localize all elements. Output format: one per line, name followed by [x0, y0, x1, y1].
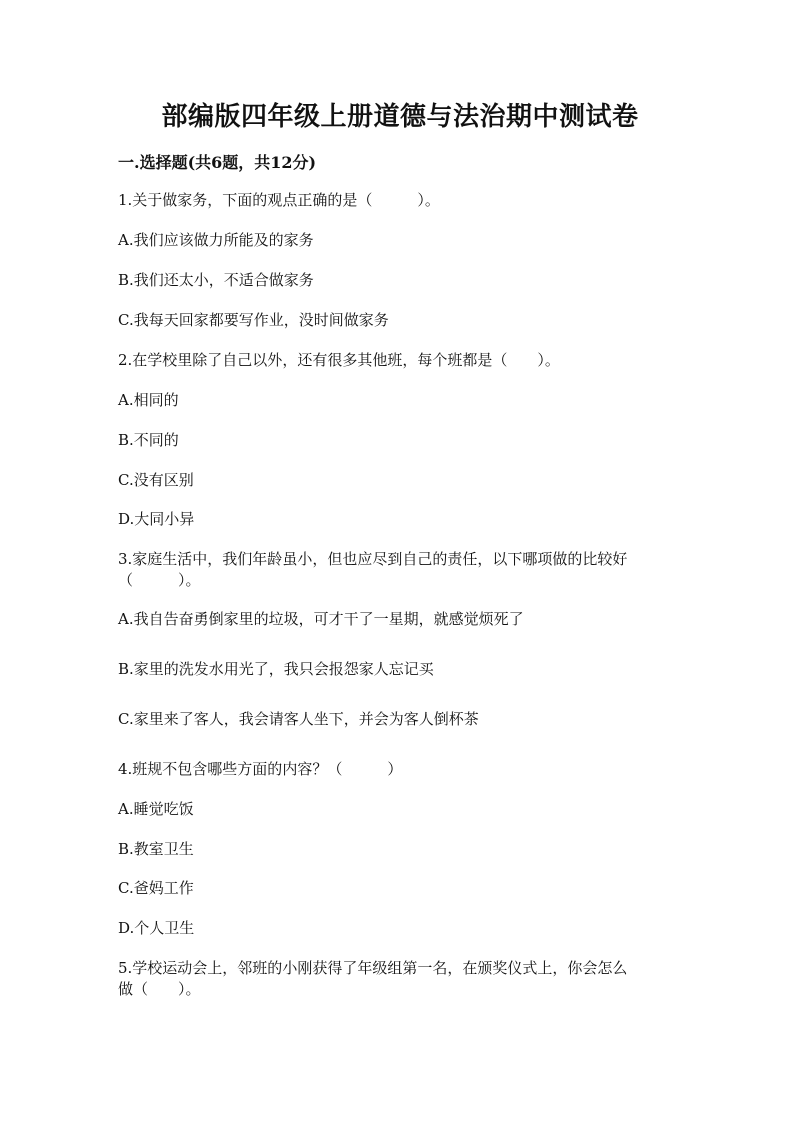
question-1-option-b: B.我们还太小，不适合做家务 [118, 271, 314, 289]
question-3-option-a: A.我自告奋勇倒家里的垃圾，可才干了一星期，就感觉烦死了 [118, 610, 524, 628]
page-title: 部编版四年级上册道德与法治期中测试卷 [161, 102, 639, 132]
question-4-option-b: B.教室卫生 [118, 840, 194, 858]
question-1-stem: 1.关于做家务，下面的观点正确的是（ ）。 [118, 191, 440, 209]
question-4-option-a: A.睡觉吃饭 [118, 800, 194, 818]
question-3-stem-line1: 3.家庭生活中，我们年龄虽小，但也应尽到自己的责任，以下哪项做的比较好 [118, 550, 628, 568]
question-1-option-c: C.我每天回家都要写作业，没时间做家务 [118, 311, 389, 329]
question-4-option-d: D.个人卫生 [118, 919, 195, 937]
question-2-option-b: B.不同的 [118, 431, 179, 449]
question-3-option-c: C.家里来了客人，我会请客人坐下，并会为客人倒杯茶 [118, 710, 479, 728]
question-5-stem-line1: 5.学校运动会上，邻班的小刚获得了年级组第一名，在颁奖仪式上，你会怎么 [118, 959, 628, 977]
question-2-option-c: C.没有区别 [118, 471, 194, 489]
question-3-option-b: B.家里的洗发水用光了，我只会报怨家人忘记买 [118, 660, 434, 678]
question-5-stem-line2: 做（ ）。 [118, 980, 201, 998]
question-4-option-c: C.爸妈工作 [118, 879, 194, 897]
section-heading: 一.选择题(共6题，共12分) [118, 153, 317, 172]
question-2-option-a: A.相同的 [118, 391, 179, 409]
question-2-stem: 2.在学校里除了自己以外，还有很多其他班，每个班都是（ ）。 [118, 351, 560, 369]
question-2-option-d: D.大同小异 [118, 510, 195, 528]
question-3-stem-line2: （ ）。 [118, 571, 201, 589]
question-4-stem: 4.班规不包含哪些方面的内容？（ ） [118, 760, 403, 778]
question-1-option-a: A.我们应该做力所能及的家务 [118, 231, 314, 249]
